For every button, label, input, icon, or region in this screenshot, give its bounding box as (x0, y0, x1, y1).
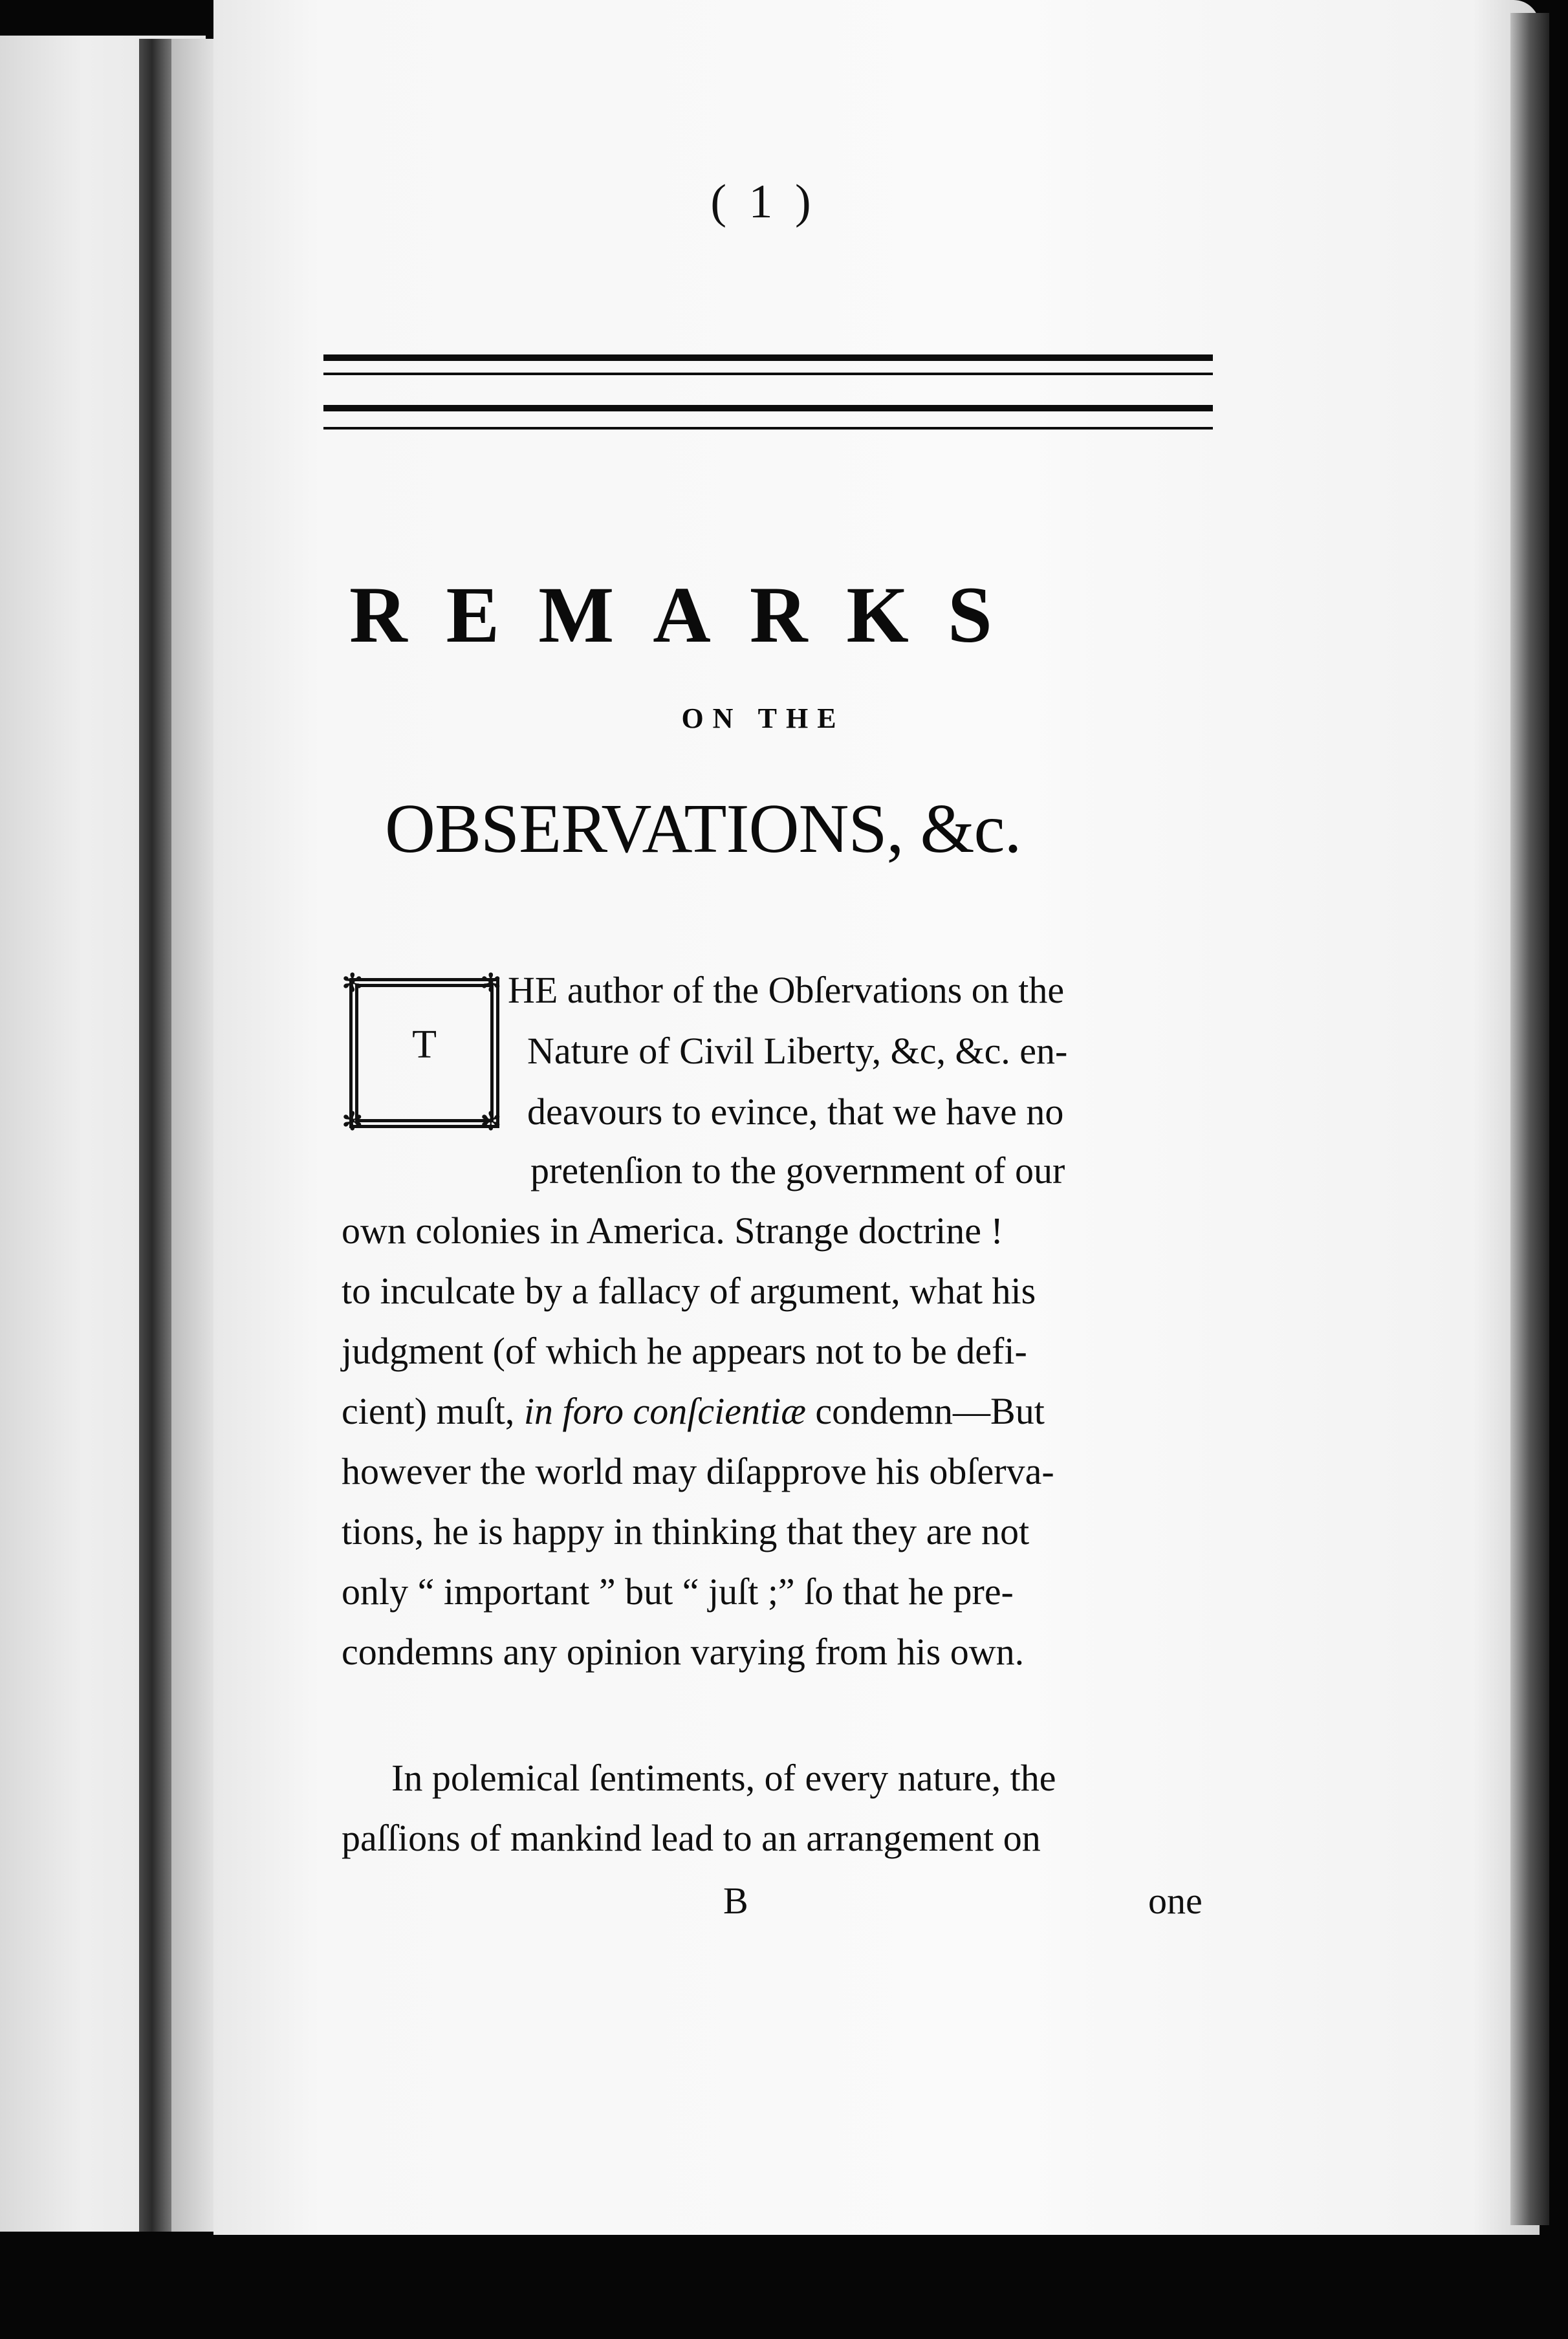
head-rule-thin (323, 373, 1213, 375)
initial-letter: T (412, 1023, 437, 1067)
text-line: Nature of Civil Liberty, &c, &c. en- (527, 1030, 1068, 1072)
text-line: pretenſion to the government of our (530, 1149, 1065, 1191)
corner-ornament-icon: ✻ (342, 968, 364, 997)
text-line: tions, he is happy in thinking that they are not (342, 1510, 1030, 1552)
text-segment: cient) muſt, (342, 1390, 515, 1432)
title-remarks: REMARKS (349, 571, 1031, 659)
text-line: paſſions of mankind lead to an arrangement on (342, 1817, 1041, 1859)
text-line: only “ important ” but “ juſt ;” ſo that he pre- (342, 1571, 1014, 1613)
page-number: ( 1 ) (710, 175, 816, 228)
text-line: to inculcate by a fallacy of argument, what his (342, 1270, 1036, 1312)
text-line: judgment (of which he appears not to be defi- (342, 1330, 1027, 1372)
text-line: however the world may diſapprove his obſerva- (342, 1450, 1054, 1492)
catchword: one (1148, 1880, 1203, 1922)
head-rule-thick (323, 354, 1213, 361)
decorated-initial (342, 970, 511, 1140)
head-rule-thin-2 (323, 427, 1213, 430)
text-line: In polemical ſentiments, of every nature, the (391, 1757, 1056, 1799)
corner-ornament-icon: ✻ (342, 1107, 364, 1136)
title-on-the: ON THE (681, 702, 845, 734)
head-rule-thick-2 (323, 405, 1213, 411)
text-segment: condemn—But (815, 1390, 1045, 1432)
title-observations: OBSERVATIONS, &c. (385, 790, 1021, 867)
text-line: HE author of the Obſervations on the (508, 969, 1065, 1011)
text-line: own colonies in America. Strange doctrine ! (342, 1210, 1003, 1252)
italic-phrase: in foro conſcientiæ (523, 1390, 806, 1432)
text-line: condemns any opinion varying from his own. (342, 1631, 1025, 1673)
corner-ornament-icon: ✻ (480, 968, 502, 997)
text-line: deavours to evince, that we have no (527, 1091, 1064, 1133)
corner-ornament-icon: ✻ (480, 1107, 502, 1136)
signature-mark: B (723, 1880, 748, 1922)
text-line (342, 1390, 1045, 1432)
